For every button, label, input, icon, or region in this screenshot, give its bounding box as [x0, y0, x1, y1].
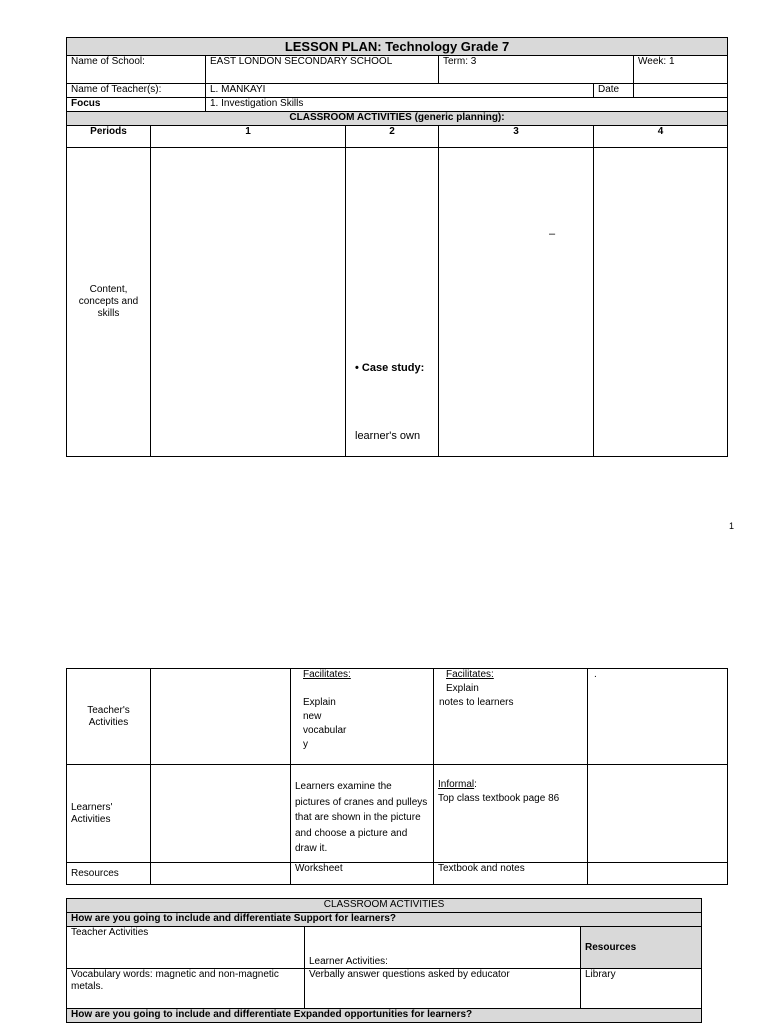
period-4-header: 4	[594, 126, 728, 148]
p4-dot: .	[594, 669, 597, 680]
lesson-plan-title: LESSON PLAN: Technology Grade 7	[67, 38, 728, 56]
teacher-activities-row	[67, 669, 728, 765]
support-verbal: Verbally answer questions asked by educator	[305, 969, 581, 1009]
activities-heading-row	[67, 112, 728, 126]
teacher-activities-label: Teacher's Activities	[67, 669, 151, 765]
support-data-row	[67, 969, 702, 1009]
learners-p2-text: Learners examine the pictures of cranes and pulleys that are shown in the picture and choose a picture and draw it.	[295, 781, 428, 854]
page-number: 1	[728, 521, 734, 531]
p2-explain: Explain	[303, 697, 336, 708]
support-header-row	[67, 927, 702, 969]
content-label-text: Content, concepts and skills	[78, 284, 139, 319]
school-value: EAST LONDON SECONDARY SCHOOL	[206, 56, 439, 84]
focus-row	[67, 98, 728, 112]
learners-activities-label	[67, 765, 151, 863]
support-question: How are you going to include and differentiate Support for learners?	[67, 913, 702, 927]
case-study-text: • Case study:	[355, 362, 425, 374]
period-1-content	[151, 148, 346, 457]
teacher-row	[67, 84, 728, 98]
support-library: Library	[581, 969, 702, 1009]
p3-facilitates: Facilitates:	[446, 669, 494, 680]
support-heading: CLASSROOM ACTIVITIES	[67, 899, 702, 913]
resources-row	[67, 863, 728, 885]
activities-continued-table	[66, 668, 728, 885]
period-4-content	[594, 148, 728, 457]
p2-vocabular: vocabular	[303, 725, 347, 736]
content-label	[67, 148, 151, 457]
learners-activities-row	[67, 765, 728, 863]
teacher-p2	[291, 669, 434, 765]
focus-value: 1. Investigation Skills	[206, 98, 728, 112]
period-1-header: 1	[151, 126, 346, 148]
focus-label: Focus	[67, 98, 206, 112]
resources-p4	[588, 863, 728, 885]
teacher-label: Name of Teacher(s):	[67, 84, 206, 98]
resources-p1	[151, 863, 291, 885]
teacher-p4	[588, 669, 728, 765]
date-label: Date	[594, 84, 634, 98]
support-vocab: Vocabulary words: magnetic and non-magnetic metals.	[67, 969, 305, 1009]
learner-own-text: learner's own	[355, 430, 421, 442]
support-learner-activities: Learner Activities:	[305, 927, 581, 969]
support-question-row	[67, 913, 702, 927]
support-heading-row	[67, 899, 702, 913]
content-row	[67, 148, 728, 457]
support-table	[66, 898, 702, 1023]
activities-heading: CLASSROOM ACTIVITIES (generic planning):	[67, 112, 728, 126]
teacher-value: L. MANKAYI	[206, 84, 594, 98]
p3-notes: notes to learners	[439, 697, 514, 708]
period-2-header: 2	[346, 126, 439, 148]
learners-p3	[434, 765, 588, 863]
resources-p2: Worksheet	[291, 863, 434, 885]
learners-p2	[291, 765, 434, 863]
p3-textbook-page: Top class textbook page 86	[438, 793, 560, 804]
p2-facilitates: Facilitates:	[303, 669, 351, 680]
support-resources-header: Resources	[581, 927, 702, 969]
support-teacher-activities: Teacher Activities	[67, 927, 305, 969]
school-row	[67, 56, 728, 84]
expanded-question-row	[67, 1009, 702, 1023]
lesson-plan-table	[66, 37, 728, 457]
p3-informal: Informal	[438, 779, 475, 790]
period-2-content	[346, 148, 439, 457]
title-row	[67, 38, 728, 56]
periods-label: Periods	[67, 126, 151, 148]
p3-informal-line	[438, 779, 583, 791]
period-3-header: 3	[439, 126, 594, 148]
p2-y: y	[303, 739, 308, 750]
p3-explain: Explain	[446, 683, 479, 694]
learners-p4	[588, 765, 728, 863]
resources-label: Resources	[67, 863, 151, 885]
learners-activities-text: Learners' Activities	[71, 801, 113, 825]
week-value: Week: 1	[634, 56, 728, 84]
date-value	[634, 84, 728, 98]
learners-p1	[151, 765, 291, 863]
p3-informal-colon: :	[474, 779, 477, 790]
period-3-content	[439, 148, 594, 457]
term-value: Term: 3	[439, 56, 634, 84]
teacher-p1	[151, 669, 291, 765]
resources-p3: Textbook and notes	[434, 863, 588, 885]
periods-row	[67, 126, 728, 148]
expanded-question: How are you going to include and differentiate Expanded opportunities for learners?	[67, 1009, 702, 1023]
dash-text: –	[549, 228, 556, 240]
teacher-p3	[434, 669, 588, 765]
school-label: Name of School:	[67, 56, 206, 84]
p2-new: new	[303, 711, 322, 722]
